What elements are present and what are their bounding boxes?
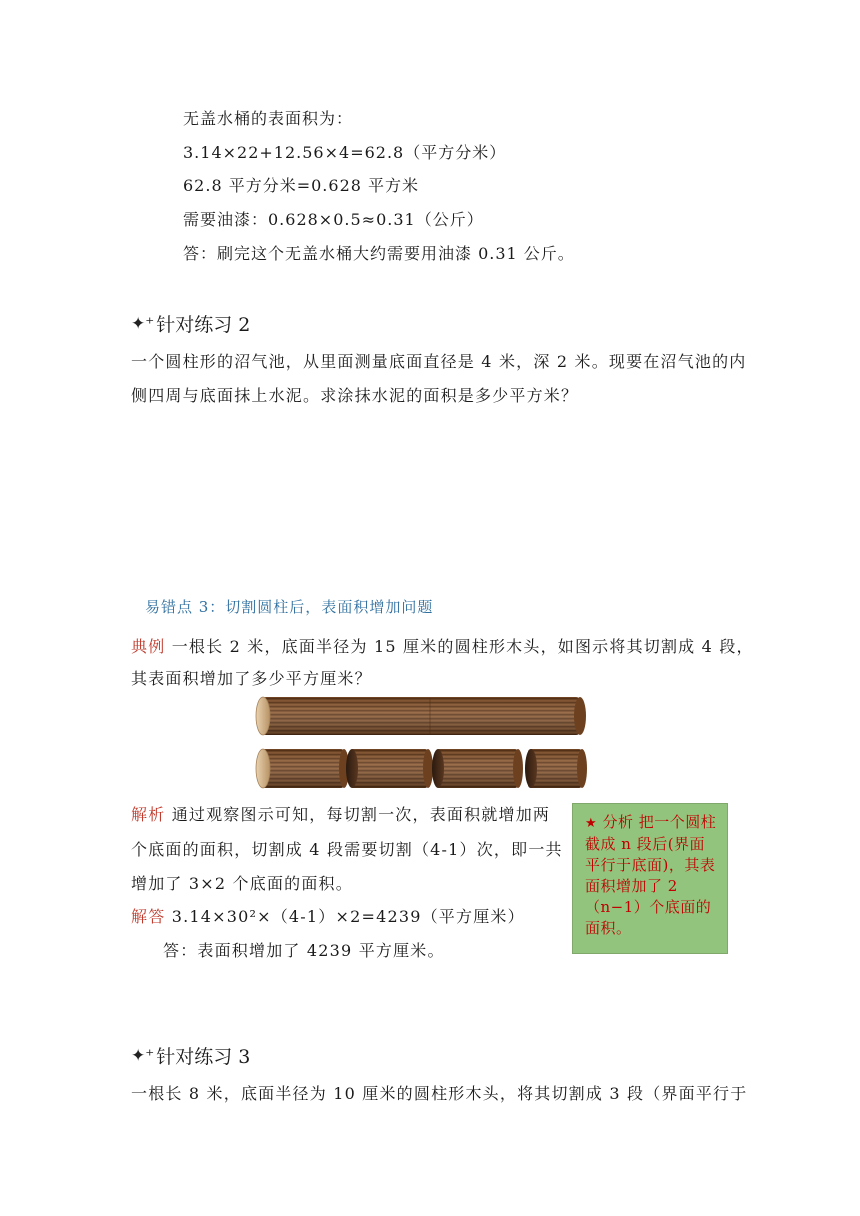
solution-line-1: 无盖水桶的表面积为： bbox=[183, 109, 354, 128]
error-point-heading: 易错点 3：切割圆柱后，表面积增加问题 bbox=[145, 598, 434, 616]
practice-2-text-line-2: 侧四周与底面抹上水泥。求涂抹水泥的面积是多少平方米？ bbox=[131, 386, 579, 405]
sparkle-icon: ✦⁺ bbox=[131, 313, 155, 334]
answer-formula: 3.14×30²×（4-1）×2=4239（平方厘米） bbox=[171, 907, 525, 926]
note-text: 分析 把一个圆柱截成 n 段后(界面平行于底面)，其表面积增加了 2（n−1）个底面的面积。 bbox=[585, 813, 717, 937]
star-icon: ★ bbox=[585, 816, 598, 831]
analysis-text-1: 通过观察图示可知，每切割一次，表面积就增加两 bbox=[171, 805, 551, 824]
analysis-line-1 bbox=[131, 797, 550, 833]
example-line-2: 其表面积增加了多少平方厘米？ bbox=[131, 669, 372, 688]
analysis-label: 解析 bbox=[131, 805, 166, 824]
analysis-note-box bbox=[572, 803, 728, 954]
whole-log bbox=[256, 697, 586, 735]
analysis-line-2: 个底面的面积，切割成 4 段需要切割（4-1）次，即一共 bbox=[131, 840, 563, 859]
log-segment-3 bbox=[432, 749, 523, 788]
solution-answer: 答：刷完这个无盖水桶大约需要用油漆 0.31 公斤。 bbox=[183, 244, 575, 263]
solution-line-3: 62.8 平方分米=0.628 平方米 bbox=[183, 176, 420, 195]
solution-line-2: 3.14×22+12.56×4=62.8（平方分米） bbox=[183, 143, 507, 162]
log-segment-4 bbox=[525, 749, 587, 788]
practice-3-heading bbox=[131, 1042, 250, 1069]
log-segment-1 bbox=[256, 749, 349, 788]
example-label: 典例 bbox=[131, 637, 166, 656]
answer-line bbox=[131, 899, 525, 935]
practice-2-heading bbox=[131, 310, 250, 337]
practice-2-text-line-1: 一个圆柱形的沼气池，从里面测量底面直径是 4 米，深 2 米。现要在沼气池的内 bbox=[131, 352, 747, 371]
solution-line-4: 需要油漆：0.628×0.5≈0.31（公斤） bbox=[183, 210, 484, 229]
example-text-1: 一根长 2 米，底面半径为 15 厘米的圆柱形木头，如图示将其切割成 4 段， bbox=[171, 637, 754, 656]
practice-2-title: 针对练习 2 bbox=[156, 314, 251, 336]
answer-label: 解答 bbox=[131, 907, 166, 926]
example-line-1 bbox=[131, 629, 754, 665]
analysis-line-3: 增加了 3×2 个底面的面积。 bbox=[131, 874, 353, 893]
sparkle-icon: ✦⁺ bbox=[131, 1045, 155, 1066]
practice-3-text-line-1: 一根长 8 米，底面半径为 10 厘米的圆柱形木头，将其切割成 3 段（界面平行于 bbox=[131, 1084, 748, 1103]
answer-conclusion: 答：表面积增加了 4239 平方厘米。 bbox=[163, 941, 445, 960]
log-segment-2 bbox=[346, 749, 433, 788]
cut-logs-illustration bbox=[254, 694, 588, 792]
practice-3-title: 针对练习 3 bbox=[156, 1046, 251, 1068]
